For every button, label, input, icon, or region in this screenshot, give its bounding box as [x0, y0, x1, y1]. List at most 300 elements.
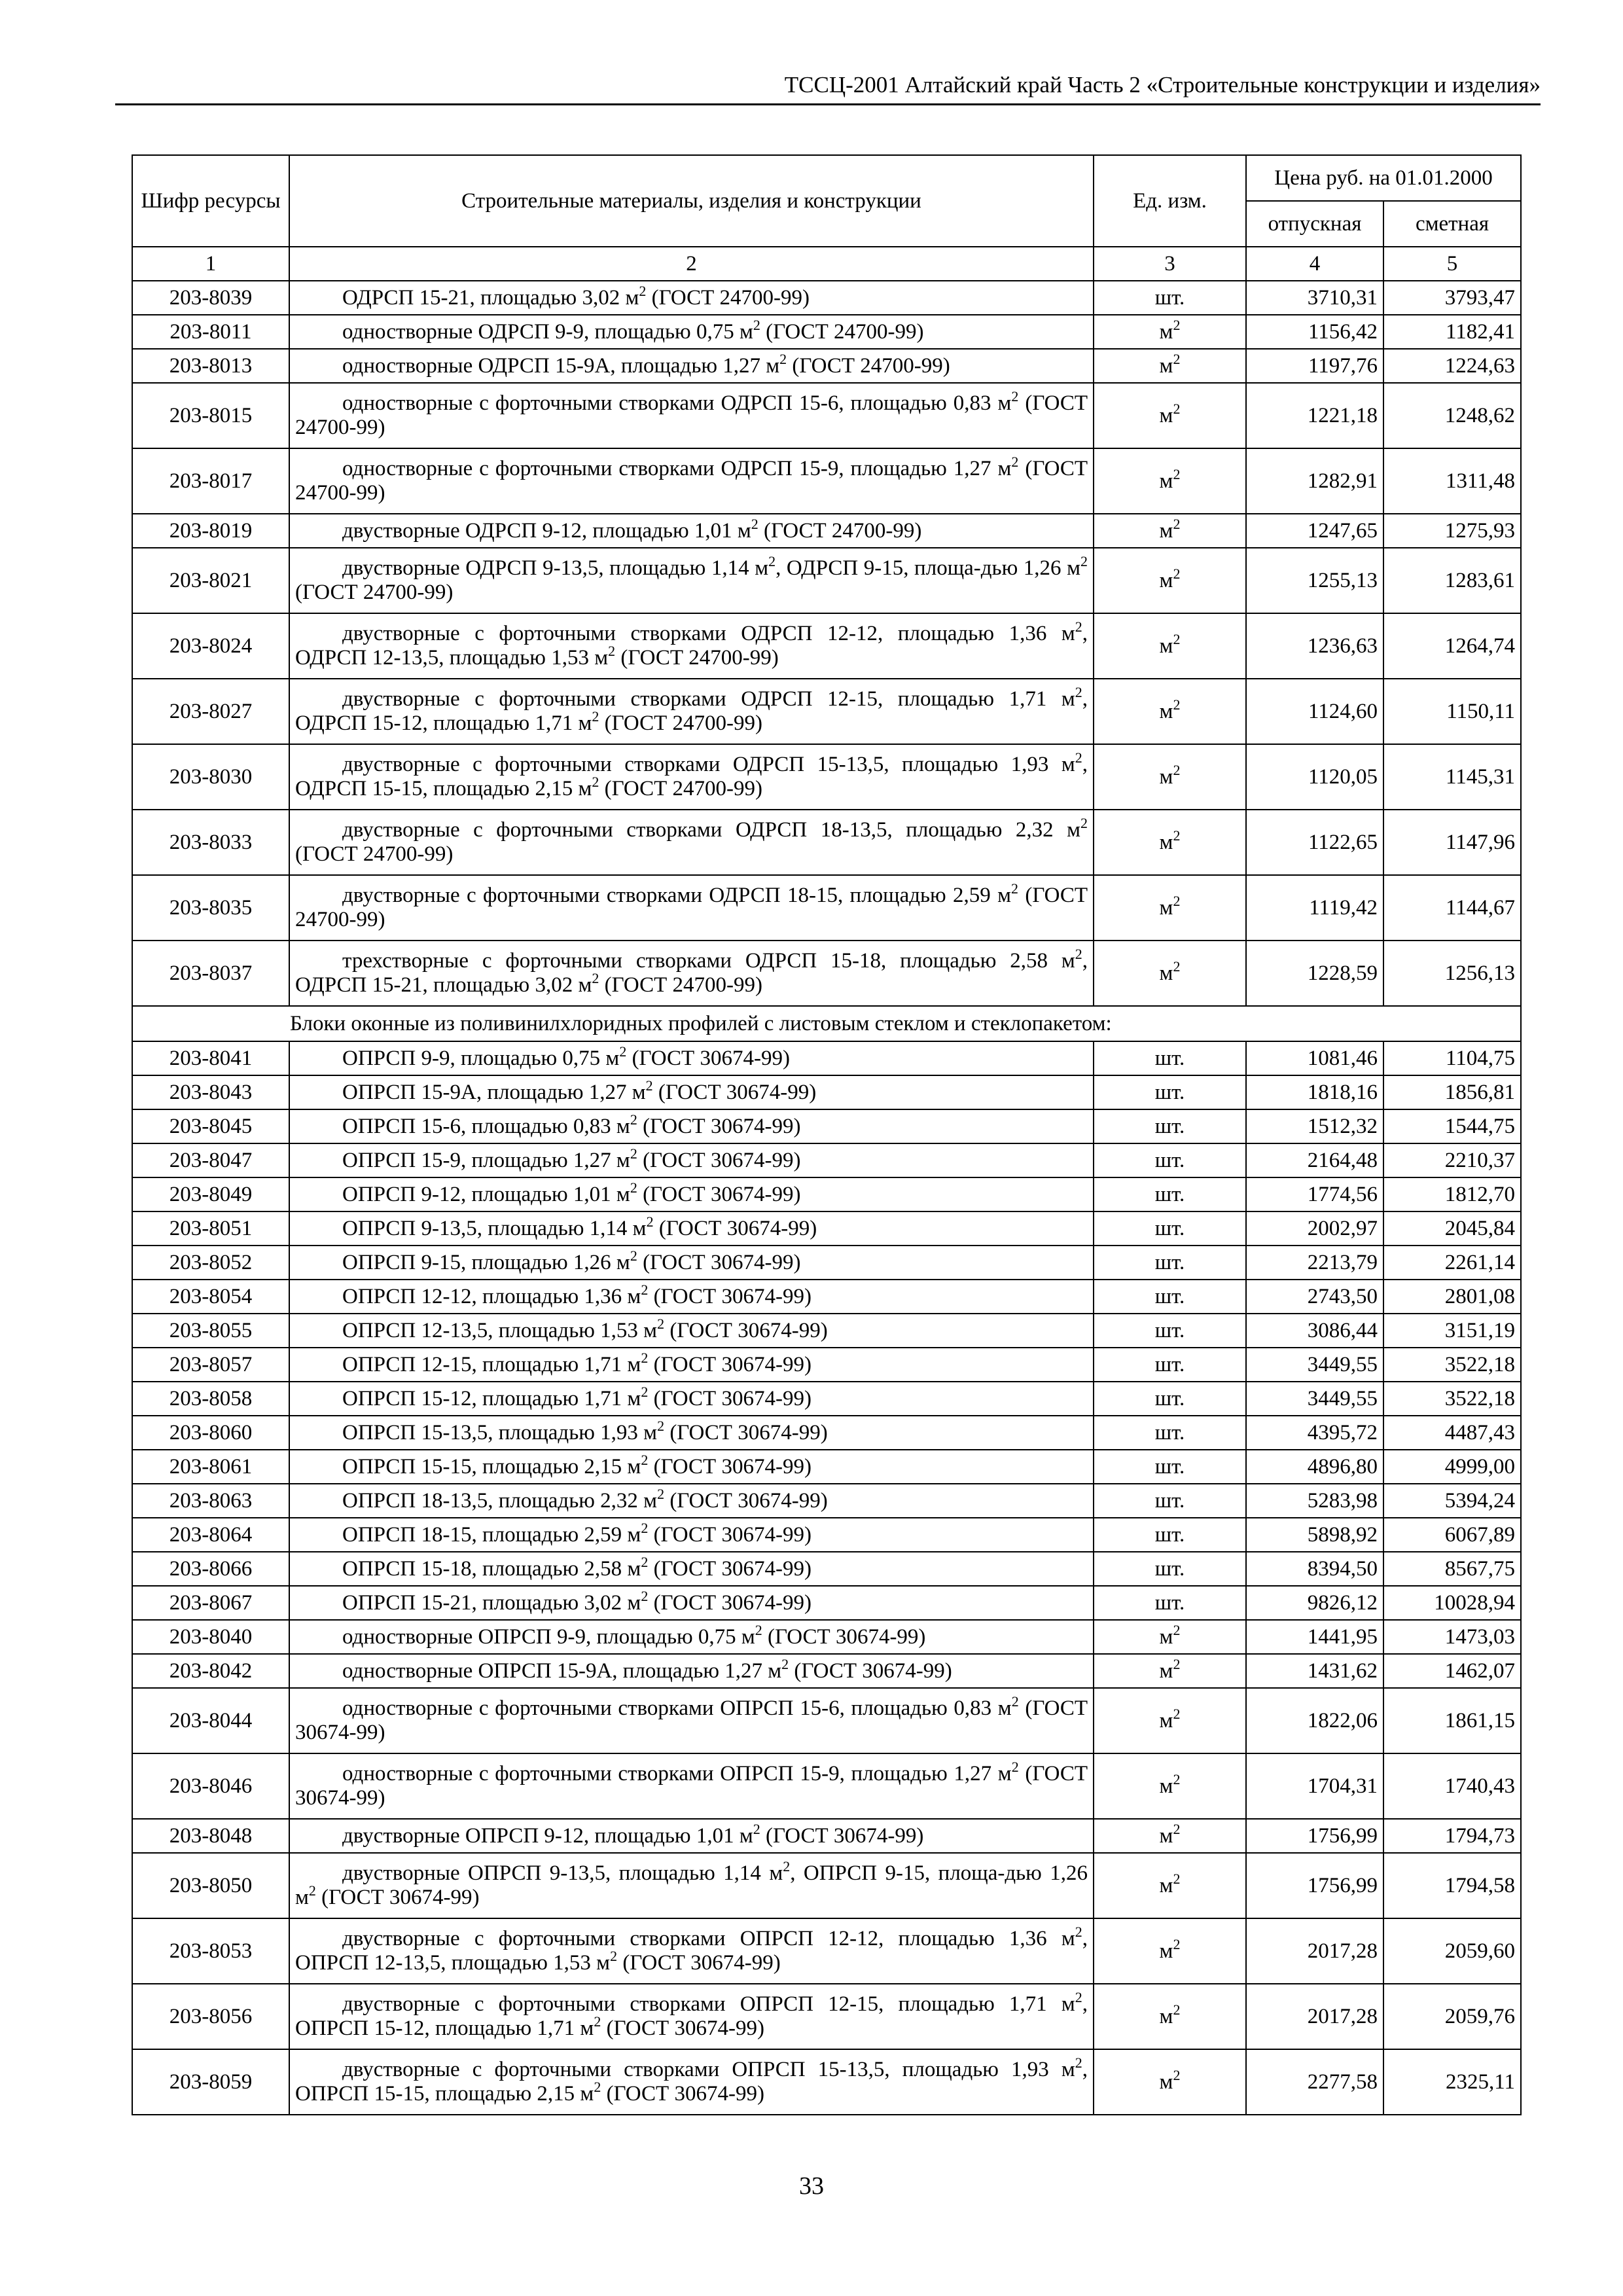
resource-code: 203-8041: [132, 1041, 289, 1075]
estimate-price: 1145,31: [1383, 744, 1521, 810]
superscript: 2: [753, 1821, 760, 1837]
desc-standard: (ГОСТ 24700-99): [760, 320, 924, 344]
resource-code: 203-8056: [132, 1984, 289, 2049]
item-description: [289, 1586, 1094, 1620]
desc-standard: (ГОСТ 30674-99): [789, 1659, 952, 1683]
desc-text: двустворные с форточными створками ОПРСП 12-12, площадью 1,36 м: [342, 1927, 1075, 1950]
superscript: 2: [1173, 516, 1181, 532]
desc-text: , ОДРСП 12-13,5, площадью 1,53 м: [295, 622, 1088, 670]
desc-standard: (ГОСТ 30674-99): [648, 1591, 812, 1615]
desc-text: , ОДРСП 9-15, площа-дью 1,26 м: [776, 556, 1080, 580]
unit-text: шт.: [1154, 286, 1185, 310]
table-row: [132, 1075, 1521, 1109]
desc-text: ОПРСП 15-13,5, площадью 1,93 м: [342, 1421, 658, 1444]
item-description: [289, 1552, 1094, 1586]
resource-code: 203-8052: [132, 1246, 289, 1280]
unit-text: м: [1159, 1939, 1173, 1963]
desc-standard: (ГОСТ 24700-99): [599, 777, 762, 800]
item-description: [289, 875, 1094, 941]
table-body-odrsp: [132, 281, 1521, 1006]
release-price: 1156,42: [1246, 315, 1383, 349]
superscript: 2: [1173, 565, 1181, 582]
resource-code: 203-8044: [132, 1688, 289, 1753]
superscript: 2: [1075, 619, 1082, 635]
release-price: 1122,65: [1246, 810, 1383, 875]
desc-standard: (ГОСТ 30674-99): [648, 1353, 812, 1376]
unit-text: м: [1159, 634, 1173, 658]
desc-standard: (ГОСТ 30674-99): [648, 1455, 812, 1479]
release-price: 1236,63: [1246, 613, 1383, 679]
release-price: 1756,99: [1246, 1819, 1383, 1853]
unit: [1094, 315, 1246, 349]
unit-text: м: [1159, 1774, 1173, 1798]
unit-text: м: [1159, 961, 1173, 985]
table-row: [132, 315, 1521, 349]
price-table: [132, 154, 1522, 2115]
resource-code: 203-8058: [132, 1382, 289, 1416]
table-row: [132, 1450, 1521, 1484]
superscript: 2: [1011, 1693, 1019, 1710]
superscript: 2: [308, 1882, 316, 1899]
release-price: 2017,28: [1246, 1918, 1383, 1984]
desc-standard: (ГОСТ 30674-99): [648, 1523, 812, 1547]
unit-text: м: [1159, 2004, 1173, 2028]
unit: [1094, 1620, 1246, 1654]
col-number: 4: [1246, 247, 1383, 281]
unit: [1094, 810, 1246, 875]
unit-text: м: [1159, 320, 1173, 344]
table-row: [132, 1280, 1521, 1314]
superscript: 2: [751, 516, 758, 532]
superscript: 2: [1011, 880, 1019, 897]
desc-standard: (ГОСТ 30674-99): [653, 1217, 817, 1240]
resource-code: 203-8013: [132, 349, 289, 383]
unit: [1094, 1416, 1246, 1450]
superscript: 2: [1173, 630, 1181, 647]
desc-text: одностворные ОПРСП 15-9А, площадью 1,27 м: [342, 1659, 782, 1683]
table-row: [132, 281, 1521, 315]
estimate-price: 1264,74: [1383, 613, 1521, 679]
estimate-price: 1856,81: [1383, 1075, 1521, 1109]
item-description: [289, 1280, 1094, 1314]
item-description: [289, 1348, 1094, 1382]
release-price: 1197,76: [1246, 349, 1383, 383]
resource-code: 203-8060: [132, 1416, 289, 1450]
unit: [1094, 875, 1246, 941]
resource-code: 203-8064: [132, 1518, 289, 1552]
desc-standard: (ГОСТ 24700-99): [295, 842, 454, 866]
desc-standard: (ГОСТ 30674-99): [637, 1115, 801, 1138]
superscript: 2: [641, 1384, 649, 1400]
release-price: 3710,31: [1246, 281, 1383, 315]
superscript: 2: [641, 1520, 649, 1536]
table-row: [132, 1918, 1521, 1984]
col-number: 3: [1094, 247, 1246, 281]
estimate-price: 1150,11: [1383, 679, 1521, 744]
superscript: 2: [630, 1145, 637, 1162]
desc-standard: (ГОСТ 24700-99): [758, 519, 922, 543]
desc-text: двустворные с форточными створками ОДРСП 12-12, площадью 1,36 м: [342, 622, 1075, 645]
unit-text: м: [1159, 469, 1173, 493]
superscript: 2: [768, 553, 776, 569]
desc-standard: (ГОСТ 24700-99): [615, 646, 779, 670]
resource-code: 203-8050: [132, 1853, 289, 1918]
unit: [1094, 613, 1246, 679]
estimate-price: 3793,47: [1383, 281, 1521, 315]
table-row: [132, 1416, 1521, 1450]
superscript: 2: [657, 1486, 665, 1502]
table-row: [132, 1109, 1521, 1143]
item-description: [289, 548, 1094, 613]
desc-standard: (ГОСТ 24700-99): [295, 581, 454, 604]
resource-code: 203-8015: [132, 383, 289, 448]
desc-text: ОПРСП 18-13,5, площадью 2,32 м: [342, 1489, 658, 1513]
resource-code: 203-8040: [132, 1620, 289, 1654]
superscript: 2: [1075, 684, 1082, 700]
table-row: [132, 1819, 1521, 1853]
superscript: 2: [1075, 749, 1082, 766]
table-row: [132, 1586, 1521, 1620]
superscript: 2: [783, 1858, 791, 1874]
unit: [1094, 1853, 1246, 1918]
table-row: [132, 548, 1521, 613]
unit: [1094, 383, 1246, 448]
desc-standard: (ГОСТ 24700-99): [295, 884, 1088, 931]
estimate-price: 1462,07: [1383, 1654, 1521, 1688]
unit-text: м: [1159, 1824, 1173, 1848]
superscript: 2: [594, 2013, 601, 2030]
estimate-price: 1794,73: [1383, 1819, 1521, 1853]
superscript: 2: [630, 1111, 637, 1128]
section-header: [132, 1006, 1521, 1041]
table-row: [132, 1382, 1521, 1416]
desc-standard: (ГОСТ 24700-99): [599, 973, 762, 997]
unit: [1094, 349, 1246, 383]
item-description: [289, 1918, 1094, 1984]
estimate-price: 1311,48: [1383, 448, 1521, 514]
desc-standard: (ГОСТ 30674-99): [617, 1951, 781, 1975]
unit-text: м: [1159, 354, 1173, 378]
unit-text: шт.: [1154, 1183, 1185, 1206]
release-price: 1081,46: [1246, 1041, 1383, 1075]
col-number: 1: [132, 247, 289, 281]
col-number: 2: [289, 247, 1094, 281]
table-row: [132, 1246, 1521, 1280]
unit-text: шт.: [1154, 1081, 1185, 1104]
unit: [1094, 1654, 1246, 1688]
desc-text: одностворные с форточными створками ОДРСП 15-9, площадью 1,27 м: [342, 457, 1012, 480]
superscript: 2: [641, 1452, 649, 1468]
unit: [1094, 941, 1246, 1006]
unit-text: м: [1159, 2070, 1173, 2094]
desc-standard: (ГОСТ 30674-99): [664, 1489, 828, 1513]
resource-code: 203-8048: [132, 1819, 289, 1853]
unit-text: шт.: [1154, 1115, 1185, 1138]
item-description: [289, 1109, 1094, 1143]
estimate-price: 1256,13: [1383, 941, 1521, 1006]
superscript: 2: [1011, 388, 1019, 404]
unit: [1094, 744, 1246, 810]
superscript: 2: [1173, 1770, 1181, 1787]
release-price: 1818,16: [1246, 1075, 1383, 1109]
estimate-price: 1473,03: [1383, 1620, 1521, 1654]
resource-code: 203-8037: [132, 941, 289, 1006]
release-price: 2002,97: [1246, 1211, 1383, 1246]
resource-code: 203-8027: [132, 679, 289, 744]
release-price: 1255,13: [1246, 548, 1383, 613]
superscript: 2: [781, 1656, 789, 1672]
superscript: 2: [1173, 1870, 1181, 1887]
col-header-code: Шифр ресурсы: [132, 155, 289, 247]
desc-standard: (ГОСТ 30674-99): [295, 1762, 1088, 1810]
col-header-name: Строительные материалы, изделия и конструкции: [289, 155, 1094, 247]
desc-text: , ОПРСП 12-13,5, площадью 1,53 м: [295, 1927, 1088, 1975]
table-row: [132, 744, 1521, 810]
estimate-price: 8567,75: [1383, 1552, 1521, 1586]
release-price: 3449,55: [1246, 1382, 1383, 1416]
release-price: 3086,44: [1246, 1314, 1383, 1348]
desc-standard: (ГОСТ 30674-99): [637, 1183, 801, 1206]
table-row: [132, 1211, 1521, 1246]
resource-code: 203-8047: [132, 1143, 289, 1177]
superscript: 2: [1173, 2001, 1181, 2018]
running-header: ТССЦ-2001 Алтайский край Часть 2 «Строительные конструкции и изделия»: [784, 72, 1541, 98]
table-row: [132, 613, 1521, 679]
resource-code: 203-8057: [132, 1348, 289, 1382]
superscript: 2: [592, 708, 599, 725]
item-description: [289, 1416, 1094, 1450]
estimate-price: 2045,84: [1383, 1211, 1521, 1246]
table-row: [132, 941, 1521, 1006]
superscript: 2: [1173, 465, 1181, 482]
estimate-price: 3522,18: [1383, 1348, 1521, 1382]
table-row: [132, 383, 1521, 448]
table-row: [132, 875, 1521, 941]
table-row: [132, 1984, 1521, 2049]
unit: [1094, 1753, 1246, 1819]
superscript: 2: [594, 2079, 601, 2095]
unit: [1094, 548, 1246, 613]
unit: [1094, 1075, 1246, 1109]
desc-standard: (ГОСТ 30674-99): [648, 1557, 812, 1581]
release-price: 4395,72: [1246, 1416, 1383, 1450]
table-row: [132, 1314, 1521, 1348]
item-description: [289, 1041, 1094, 1075]
unit: [1094, 1314, 1246, 1348]
desc-text: , ОДРСП 15-15, площадью 2,15 м: [295, 753, 1088, 800]
unit: [1094, 1518, 1246, 1552]
superscript: 2: [657, 1418, 665, 1434]
unit-text: м: [1159, 764, 1173, 789]
resource-code: 203-8039: [132, 281, 289, 315]
estimate-price: 3522,18: [1383, 1382, 1521, 1416]
desc-text: ОДРСП 15-21, площадью 3,02 м: [342, 286, 639, 310]
resource-code: 203-8053: [132, 1918, 289, 1984]
resource-code: 203-8059: [132, 2049, 289, 2115]
resource-code: 203-8030: [132, 744, 289, 810]
superscript: 2: [1173, 1656, 1181, 1672]
table-row: [132, 1518, 1521, 1552]
resource-code: 203-8067: [132, 1586, 289, 1620]
superscript: 2: [592, 970, 599, 986]
resource-code: 203-8054: [132, 1280, 289, 1314]
unit-text: шт.: [1154, 1047, 1185, 1070]
superscript: 2: [608, 643, 616, 659]
desc-text: , ОПРСП 9-15, площа-дью 1,26 м: [295, 1861, 1088, 1909]
unit-text: шт.: [1154, 1421, 1185, 1444]
item-description: [289, 514, 1094, 548]
estimate-price: 2325,11: [1383, 2049, 1521, 2115]
superscript: 2: [1173, 892, 1181, 909]
unit-text: м: [1159, 1708, 1173, 1732]
unit-text: шт.: [1154, 1489, 1185, 1513]
item-description: [289, 744, 1094, 810]
desc-text: ОПРСП 15-12, площадью 1,71 м: [342, 1387, 641, 1410]
resource-code: 203-8049: [132, 1177, 289, 1211]
desc-standard: (ГОСТ 24700-99): [295, 457, 1088, 505]
estimate-price: 1182,41: [1383, 315, 1521, 349]
desc-text: ОПРСП 18-15, площадью 2,59 м: [342, 1523, 641, 1547]
release-price: 1120,05: [1246, 744, 1383, 810]
unit: [1094, 1484, 1246, 1518]
unit-text: м: [1159, 699, 1173, 723]
desc-text: двустворные с форточными створками ОПРСП 15-13,5, площадью 1,93 м: [342, 2058, 1075, 2081]
resource-code: 203-8043: [132, 1075, 289, 1109]
superscript: 2: [1075, 1924, 1082, 1940]
release-price: 1512,32: [1246, 1109, 1383, 1143]
item-description: [289, 448, 1094, 514]
table-row: [132, 1753, 1521, 1819]
release-price: 1247,65: [1246, 514, 1383, 548]
superscript: 2: [1075, 946, 1082, 962]
col-number: 5: [1383, 247, 1521, 281]
desc-standard: (ГОСТ 30674-99): [762, 1625, 926, 1649]
estimate-price: 1861,15: [1383, 1688, 1521, 1753]
estimate-price: 1144,67: [1383, 875, 1521, 941]
unit: [1094, 448, 1246, 514]
release-price: 9826,12: [1246, 1586, 1383, 1620]
unit-text: м: [1159, 568, 1173, 592]
resource-code: 203-8066: [132, 1552, 289, 1586]
resource-code: 203-8063: [132, 1484, 289, 1518]
desc-standard: (ГОСТ 30674-99): [637, 1149, 801, 1172]
item-description: [289, 315, 1094, 349]
release-price: 3449,55: [1246, 1348, 1383, 1382]
desc-text: ОПРСП 12-13,5, площадью 1,53 м: [342, 1319, 658, 1342]
superscript: 2: [1173, 1821, 1181, 1837]
estimate-price: 1248,62: [1383, 383, 1521, 448]
desc-text: одностворные с форточными створками ОПРСП 15-9, площадью 1,27 м: [342, 1762, 1012, 1785]
unit: [1094, 679, 1246, 744]
item-description: [289, 1688, 1094, 1753]
header-rule: [115, 103, 1541, 105]
table-row: [132, 1620, 1521, 1654]
estimate-price: 4999,00: [1383, 1450, 1521, 1484]
release-price: 1124,60: [1246, 679, 1383, 744]
unit: [1094, 1918, 1246, 1984]
desc-text: одностворные ОПРСП 9-9, площадью 0,75 м: [342, 1625, 755, 1649]
resource-code: 203-8033: [132, 810, 289, 875]
estimate-price: 1794,58: [1383, 1853, 1521, 1918]
table-row: [132, 1853, 1521, 1918]
desc-text: ОПРСП 15-15, площадью 2,15 м: [342, 1455, 641, 1479]
unit: [1094, 1177, 1246, 1211]
desc-standard: (ГОСТ 30674-99): [664, 1421, 828, 1444]
item-description: [289, 1143, 1094, 1177]
desc-text: , ОПРСП 15-12, площадью 1,71 м: [295, 1992, 1088, 2040]
release-price: 2743,50: [1246, 1280, 1383, 1314]
superscript: 2: [1080, 815, 1088, 831]
release-price: 2017,28: [1246, 1984, 1383, 2049]
desc-text: одностворные ОДРСП 9-9, площадью 0,75 м: [342, 320, 753, 344]
desc-standard: (ГОСТ 30674-99): [601, 2017, 764, 2040]
unit-text: шт.: [1154, 1285, 1185, 1308]
desc-text: одностворные ОДРСП 15-9А, площадью 1,27 м: [342, 354, 780, 378]
desc-text: ОПРСП 15-21, площадью 3,02 м: [342, 1591, 641, 1615]
desc-text: , ОПРСП 15-15, площадью 2,15 м: [295, 2058, 1088, 2106]
superscript: 2: [753, 317, 760, 333]
release-price: 1119,42: [1246, 875, 1383, 941]
section-title: Блоки оконные из поливинилхлоридных профилей с листовым стеклом и стеклопакетом:: [132, 1006, 1521, 1041]
superscript: 2: [1075, 2054, 1082, 2071]
estimate-price: 5394,24: [1383, 1484, 1521, 1518]
superscript: 2: [641, 1282, 649, 1298]
superscript: 2: [646, 1213, 654, 1230]
desc-text: двустворные с форточными створками ОПРСП 12-15, площадью 1,71 м: [342, 1992, 1075, 2016]
superscript: 2: [1173, 317, 1181, 333]
unit-text: шт.: [1154, 1387, 1185, 1410]
superscript: 2: [1011, 1759, 1019, 1775]
item-description: [289, 1984, 1094, 2049]
unit: [1094, 1211, 1246, 1246]
desc-text: ОПРСП 15-6, площадью 0,83 м: [342, 1115, 630, 1138]
table-row: [132, 1177, 1521, 1211]
estimate-price: 2261,14: [1383, 1246, 1521, 1280]
resource-code: 203-8011: [132, 315, 289, 349]
resource-code: 203-8024: [132, 613, 289, 679]
item-description: [289, 1211, 1094, 1246]
unit-text: шт.: [1154, 1455, 1185, 1479]
unit: [1094, 1041, 1246, 1075]
item-description: [289, 1620, 1094, 1654]
unit: [1094, 281, 1246, 315]
col-header-estimate-price: сметная: [1383, 201, 1521, 247]
superscript: 2: [1173, 696, 1181, 713]
item-description: [289, 2049, 1094, 2115]
superscript: 2: [619, 1043, 627, 1060]
unit-text: м: [1159, 519, 1173, 543]
desc-text: , ОДРСП 15-12, площадью 1,71 м: [295, 687, 1088, 735]
desc-text: одностворные с форточными створками ОПРСП 15-6, площадью 0,83 м: [342, 1696, 1012, 1720]
item-description: [289, 1314, 1094, 1348]
resource-code: 203-8042: [132, 1654, 289, 1688]
table-row: [132, 349, 1521, 383]
desc-text: ОПРСП 15-18, площадью 2,58 м: [342, 1557, 641, 1581]
desc-standard: (ГОСТ 30674-99): [652, 1081, 817, 1104]
resource-code: 203-8046: [132, 1753, 289, 1819]
superscript: 2: [610, 1948, 618, 1964]
superscript: 2: [630, 1247, 637, 1264]
superscript: 2: [1173, 351, 1181, 367]
col-header-unit: Ед. изм.: [1094, 155, 1246, 247]
unit: [1094, 1552, 1246, 1586]
release-price: 1228,59: [1246, 941, 1383, 1006]
item-description: [289, 383, 1094, 448]
desc-standard: (ГОСТ 24700-99): [646, 286, 810, 310]
desc-text: , ОДРСП 15-21, площадью 3,02 м: [295, 949, 1088, 997]
estimate-price: 1104,75: [1383, 1041, 1521, 1075]
desc-text: двустворные с форточными створками ОДРСП 15-13,5, площадью 1,93 м: [342, 753, 1075, 776]
